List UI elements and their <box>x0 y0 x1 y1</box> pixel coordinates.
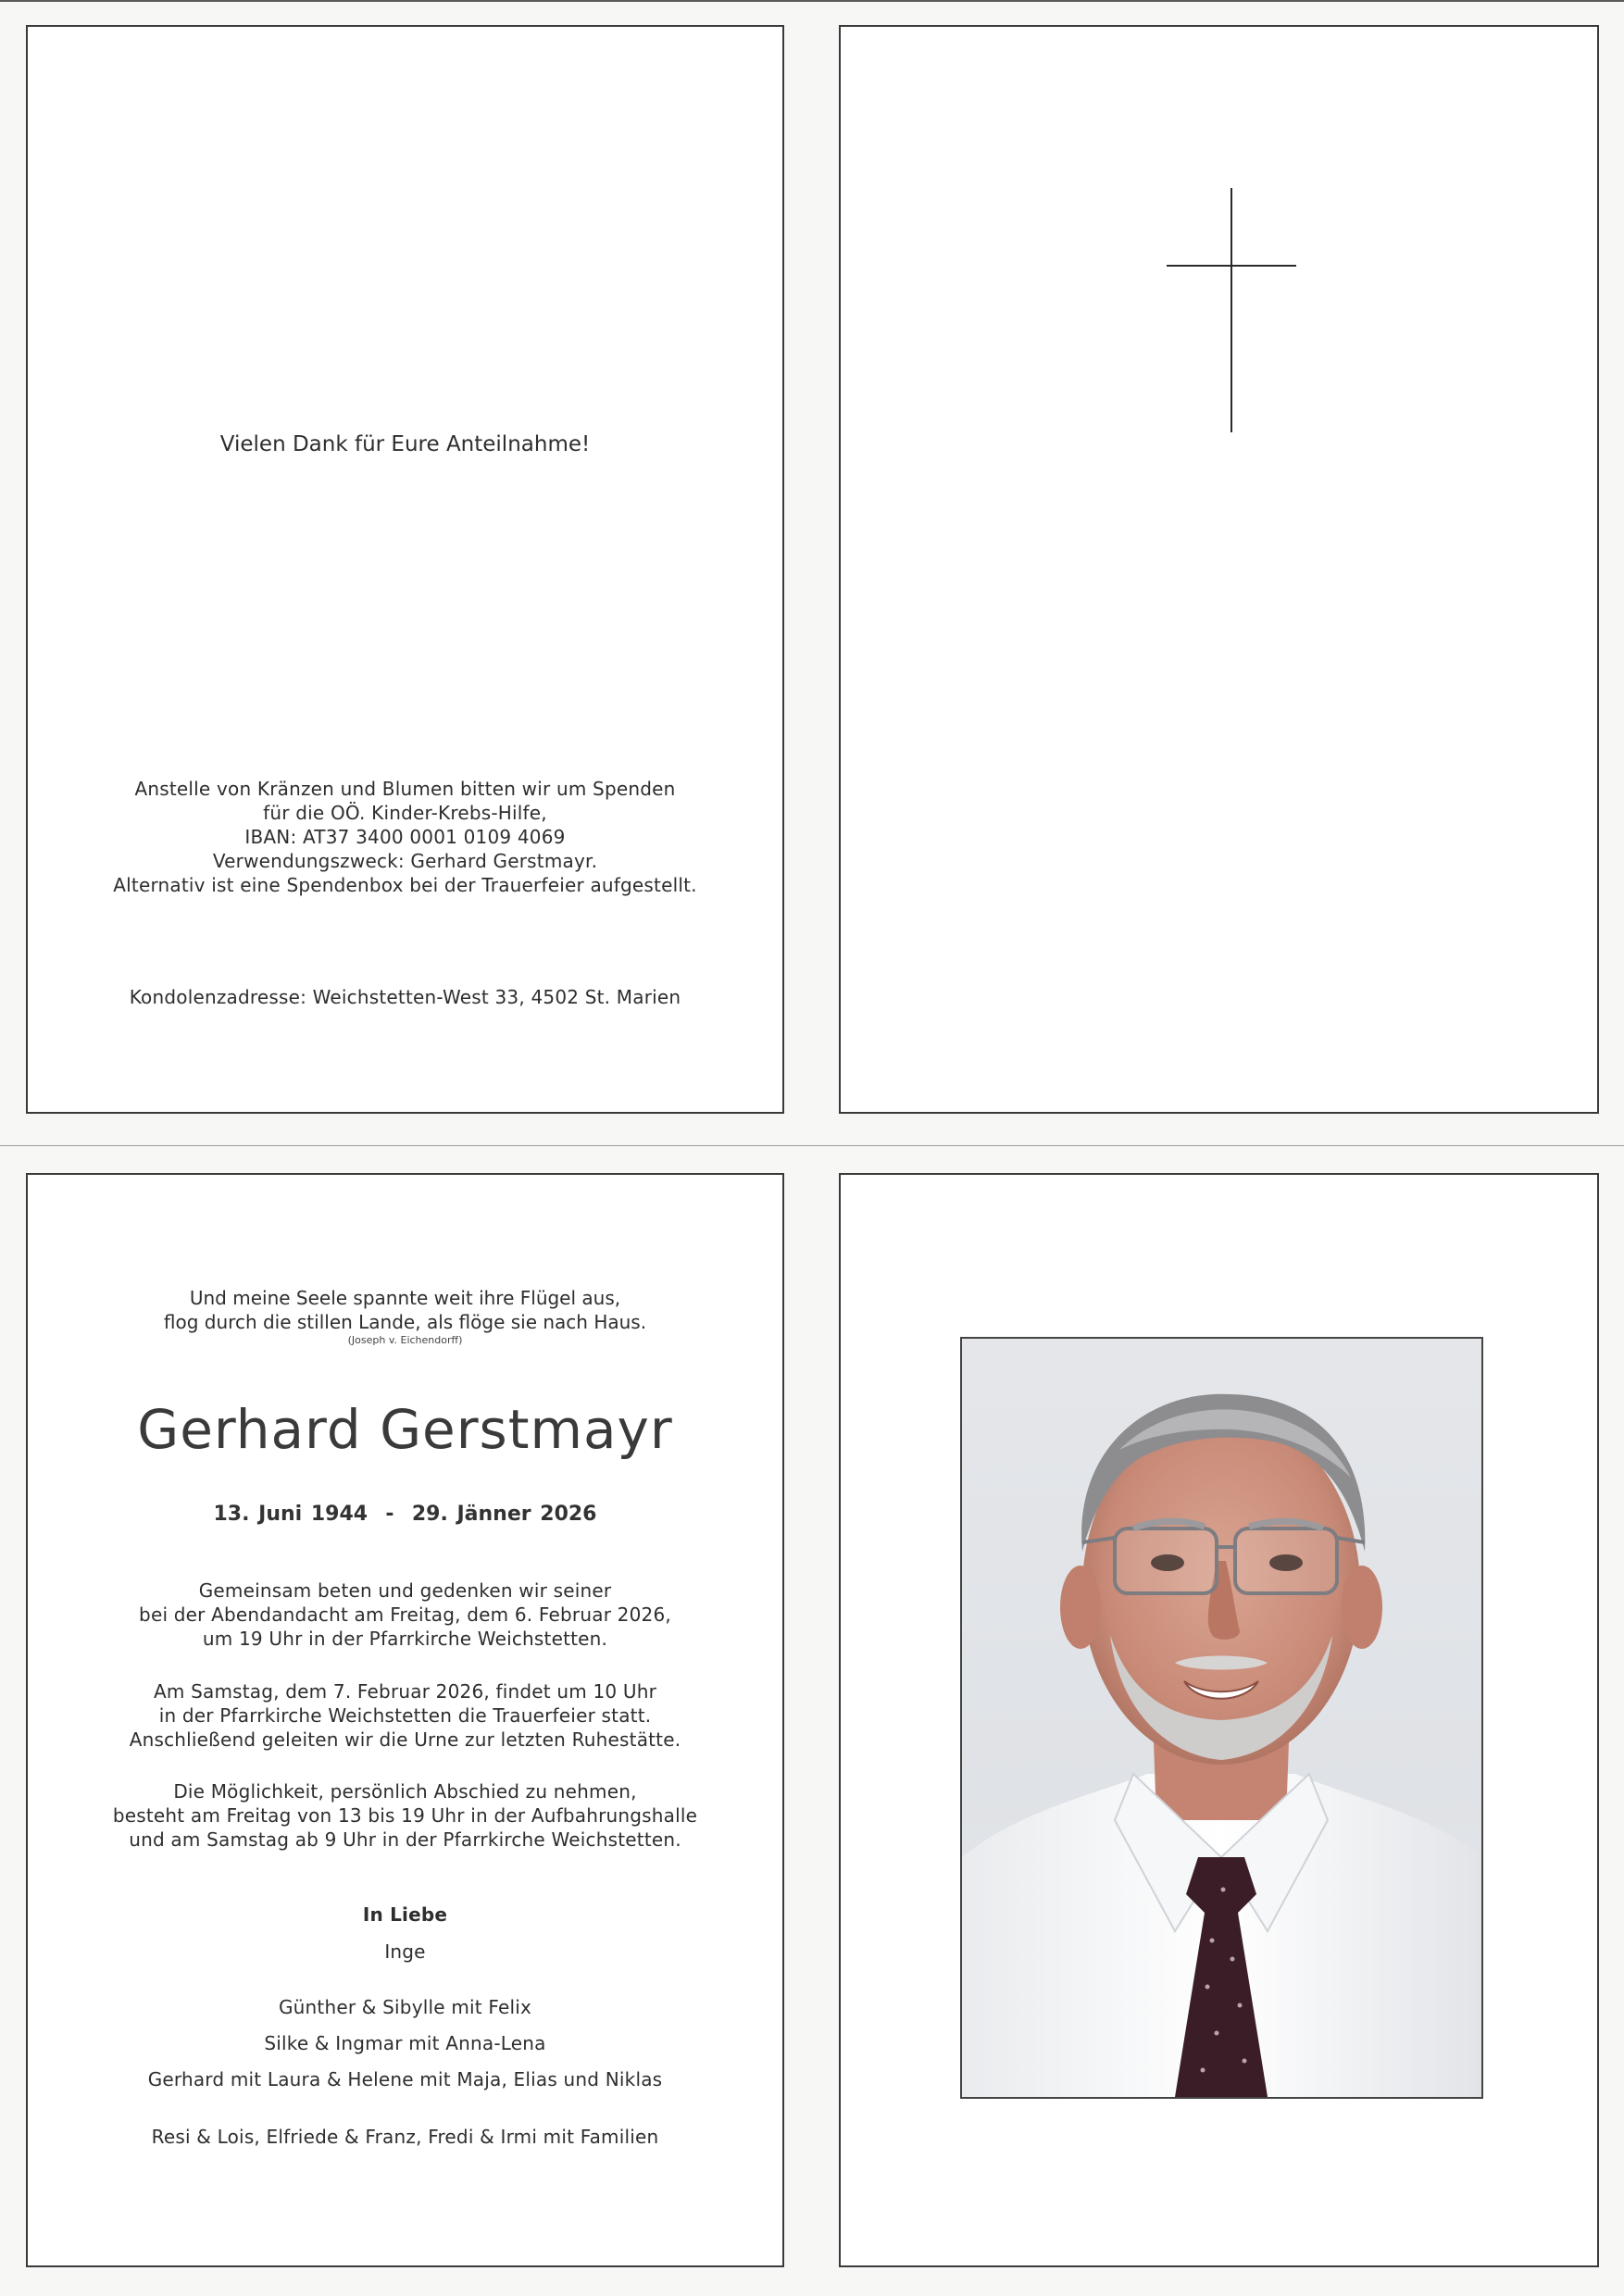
life-dates <box>28 1501 782 1529</box>
service-1-line-2: bei der Abendandacht am Freitag, dem 6. Februar 2026, <box>139 1603 671 1626</box>
service-2-line-1: Am Samstag, dem 7. Februar 2026, findet um 10 Uhr <box>153 1680 657 1703</box>
service-2-line-2: in der Pfarrkirche Weichstetten die Trauerfeier statt. <box>158 1704 652 1727</box>
service-1-line-1: Gemeinsam beten und gedenken wir seiner <box>198 1579 612 1602</box>
condolence-line: Kondolenzadresse: Weichstetten-West 33, 4502 St. Marien <box>129 986 681 1008</box>
quote-line-1: Und meine Seele spannte weit ihre Flügel aus, <box>189 1287 621 1309</box>
cross-icon <box>1230 188 1232 432</box>
service-paragraph-1 <box>28 1578 782 1651</box>
thanks-line: Vielen Dank für Eure Anteilnahme! <box>219 432 591 456</box>
donation-line-5: Alternativ ist eine Spendenbox bei der Trauerfeier aufgestellt. <box>113 874 697 896</box>
family-list <box>28 1995 782 2091</box>
donation-line-1: Anstelle von Kränzen und Blumen bitten wir um Spenden <box>134 778 676 800</box>
poem-quote <box>28 1286 782 1334</box>
service-3-line-1: Die Möglichkeit, persönlich Abschied zu nehmen, <box>173 1780 637 1803</box>
donation-line-2: für die OÖ. Kinder-Krebs-Hilfe, <box>263 802 547 824</box>
front-card-panel <box>839 25 1599 1114</box>
family-line-3: Gerhard mit Laura & Helene mit Maja, Elias und Niklas <box>147 2068 663 2090</box>
deceased-name-line: Gerhard Gerstmayr <box>137 1398 673 1461</box>
service-3-line-2: besteht am Freitag von 13 bis 19 Uhr in der Aufbahrungshalle <box>112 1804 698 1827</box>
portrait-photo <box>960 1337 1483 2099</box>
donation-text <box>28 777 782 897</box>
family-line-1: Günther & Sibylle mit Felix <box>278 1996 532 2018</box>
service-2-line-3: Anschließend geleiten wir die Urne zur letzten Ruhestätte. <box>129 1728 681 1751</box>
service-paragraph-3 <box>28 1779 782 1852</box>
relatives <box>28 2125 782 2149</box>
relatives-line: Resi & Lois, Elfriede & Franz, Fredi & Irmi mit Familien <box>151 2126 659 2148</box>
scan-edge-middle <box>0 1145 1624 1146</box>
service-3-line-3: und am Samstag ab 9 Uhr in der Pfarrkirche Weichstetten. <box>129 1828 681 1851</box>
condolence-address <box>28 985 782 1009</box>
deceased-name <box>28 1397 782 1462</box>
in-love <box>28 1903 782 1927</box>
spouse-line: Inge <box>384 1940 426 1963</box>
quote-line-2: flog durch die stillen Lande, als flöge sie nach Haus. <box>163 1311 647 1333</box>
cross-icon-bar <box>1167 265 1296 267</box>
thanks-text <box>28 430 782 458</box>
quote-author-line: (Joseph v. Eichendorff) <box>347 1334 463 1346</box>
donation-line-4: Verwendungszweck: Gerhard Gerstmayr. <box>212 850 598 872</box>
quote-author <box>28 1334 782 1347</box>
back-card-panel <box>26 25 784 1114</box>
scan-edge-top <box>0 0 1624 2</box>
life-dates-line: 13. Juni 1944 - 29. Jänner 2026 <box>213 1503 597 1526</box>
service-paragraph-2 <box>28 1679 782 1752</box>
service-1-line-3: um 19 Uhr in der Pfarrkirche Weichstetten. <box>202 1628 608 1650</box>
obituary-panel <box>26 1173 784 2267</box>
in-love-line: In Liebe <box>362 1903 448 1926</box>
family-line-2: Silke & Ingmar mit Anna-Lena <box>264 2032 546 2054</box>
donation-line-3: IBAN: AT37 3400 0001 0109 4069 <box>244 826 566 848</box>
spouse-name <box>28 1940 782 1964</box>
